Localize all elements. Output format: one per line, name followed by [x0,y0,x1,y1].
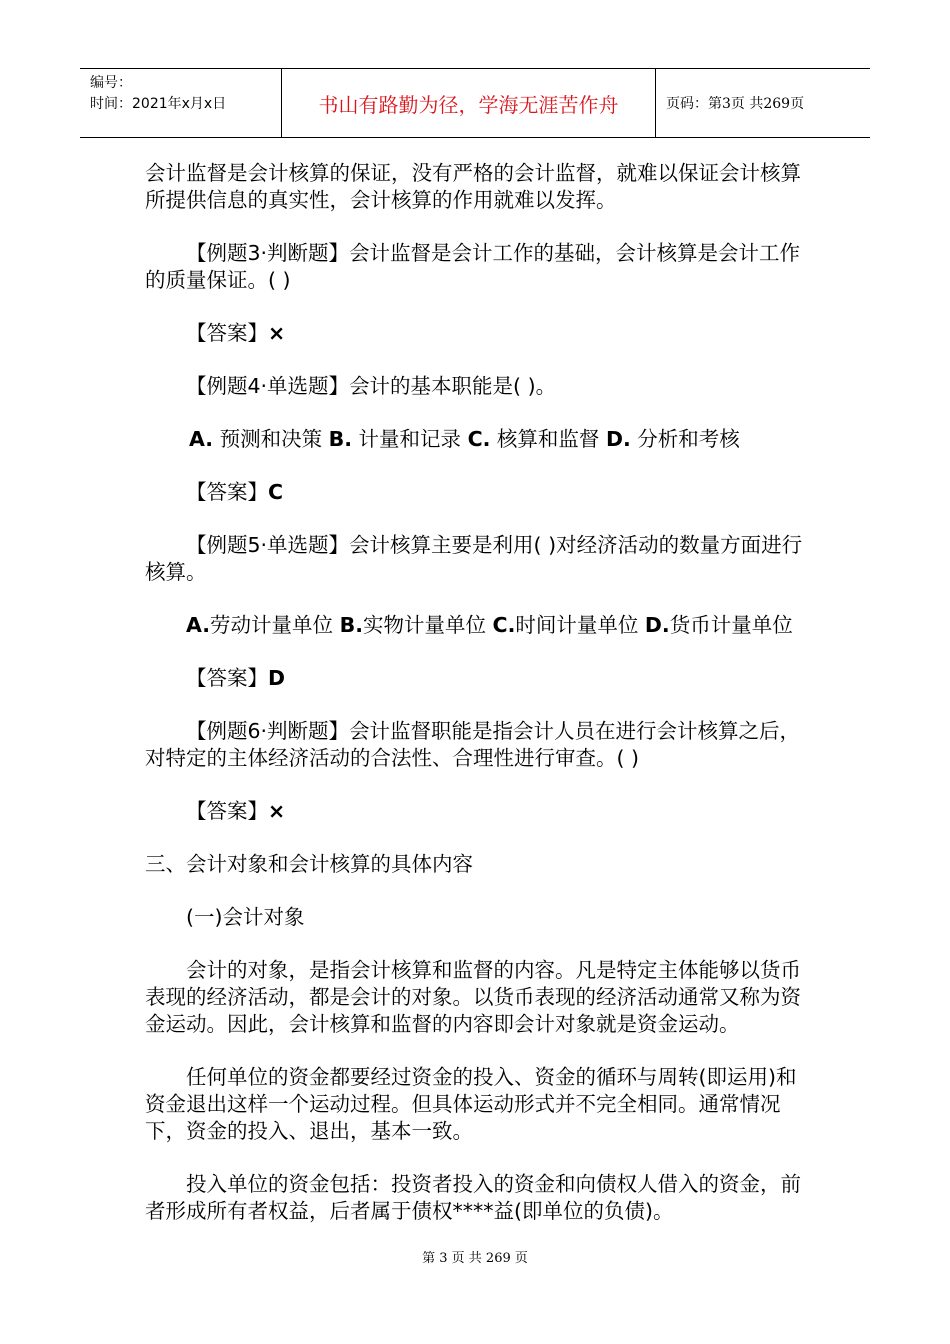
header-meta [80,69,282,137]
example-text: 会计核算主要是利用( )对经济活动的数量方面进行核算。 [145,533,803,584]
subsection-heading: (一)会计对象 [186,905,305,929]
paragraph: 任何单位的资金都要经过资金的投入、资金的循环与周转(即运用)和资金退出这样一个运动过程。但具体运动形式并不完全相同。通常情况下，资金的投入、退出，基本一致。 [145,1065,797,1143]
answer-tag: 【答案】 [186,321,268,345]
example-question-6 [145,718,805,772]
example-question-4 [145,373,805,400]
example-text: 会计监督职能是指会计人员在进行会计核算之后，对特定的主体经济活动的合法性、合理性进行审查。( ) [145,719,801,770]
example-question-3 [145,240,805,294]
document-body [145,160,805,1251]
example-options-5 [145,612,805,639]
page-header [80,68,870,138]
option-key: D. [644,613,670,637]
example-tag: 【例题5·单选题】 [186,533,350,557]
option-text: 时间计量单位 [515,613,645,637]
option-text: 货币计量单位 [669,613,793,637]
option-key: C. [492,613,516,637]
section-heading: 三、会计对象和会计核算的具体内容 [145,852,473,876]
answer-value: × [268,321,286,345]
option-key: C. [467,427,491,451]
example-tag: 【例题6·判断题】 [186,719,350,743]
option-text: 计量和记录 [352,427,468,451]
answer-tag: 【答案】 [186,799,268,823]
answer-6 [145,798,805,825]
paragraph: 会计监督是会计核算的保证，没有严格的会计监督，就难以保证会计核算所提供信息的真实性，会计核算的作用就难以发挥。 [145,161,801,212]
answer-tag: 【答案】 [186,666,268,690]
option-key: A. [186,613,211,637]
option-text: 劳动计量单位 [210,613,340,637]
example-text: 会计的基本职能是( )。 [349,374,557,398]
paragraph: 会计的对象，是指会计核算和监督的内容。凡是特定主体能够以货币表现的经济活动，都是会计的对象。以货币表现的经济活动通常又称为资金运动。因此，会计核算和监督的内容即会计对象就是资金运动。 [145,958,801,1036]
answer-value: D [268,666,286,690]
example-question-5 [145,532,805,586]
example-text: 会计监督是会计工作的基础，会计核算是会计工作的质量保证。( ) [145,241,801,292]
answer-5 [145,665,805,692]
option-text: 分析和考核 [630,427,740,451]
time-label: 时间：2021年x月x日 [90,96,227,112]
option-text: 核算和监督 [490,427,606,451]
example-options-4 [145,426,805,453]
example-tag: 【例题3·判断题】 [186,241,350,265]
answer-value: C [268,480,284,504]
example-tag: 【例题4·单选题】 [186,374,350,398]
answer-value: × [268,799,286,823]
number-label: 编号： [90,75,132,91]
option-text: 实物计量单位 [363,613,493,637]
page-footer: 第 3 页 共 269 页 [422,1251,528,1266]
answer-tag: 【答案】 [186,480,268,504]
option-key: B. [339,613,363,637]
header-page-info: 页码：第3页 共269页 [666,96,805,112]
answer-3 [145,320,805,347]
header-motto: 书山有路勤为径，学海无涯苦作舟 [282,69,656,137]
option-text: 预测和决策 [213,427,329,451]
paragraph: 投入单位的资金包括：投资者投入的资金和向债权人借入的资金，前者形成所有者权益，后者属于债权****益(即单位的负债)。 [145,1172,801,1223]
option-key: A. [189,427,214,451]
option-key: D. [605,427,631,451]
answer-4 [145,479,805,506]
option-key: B. [328,427,353,451]
